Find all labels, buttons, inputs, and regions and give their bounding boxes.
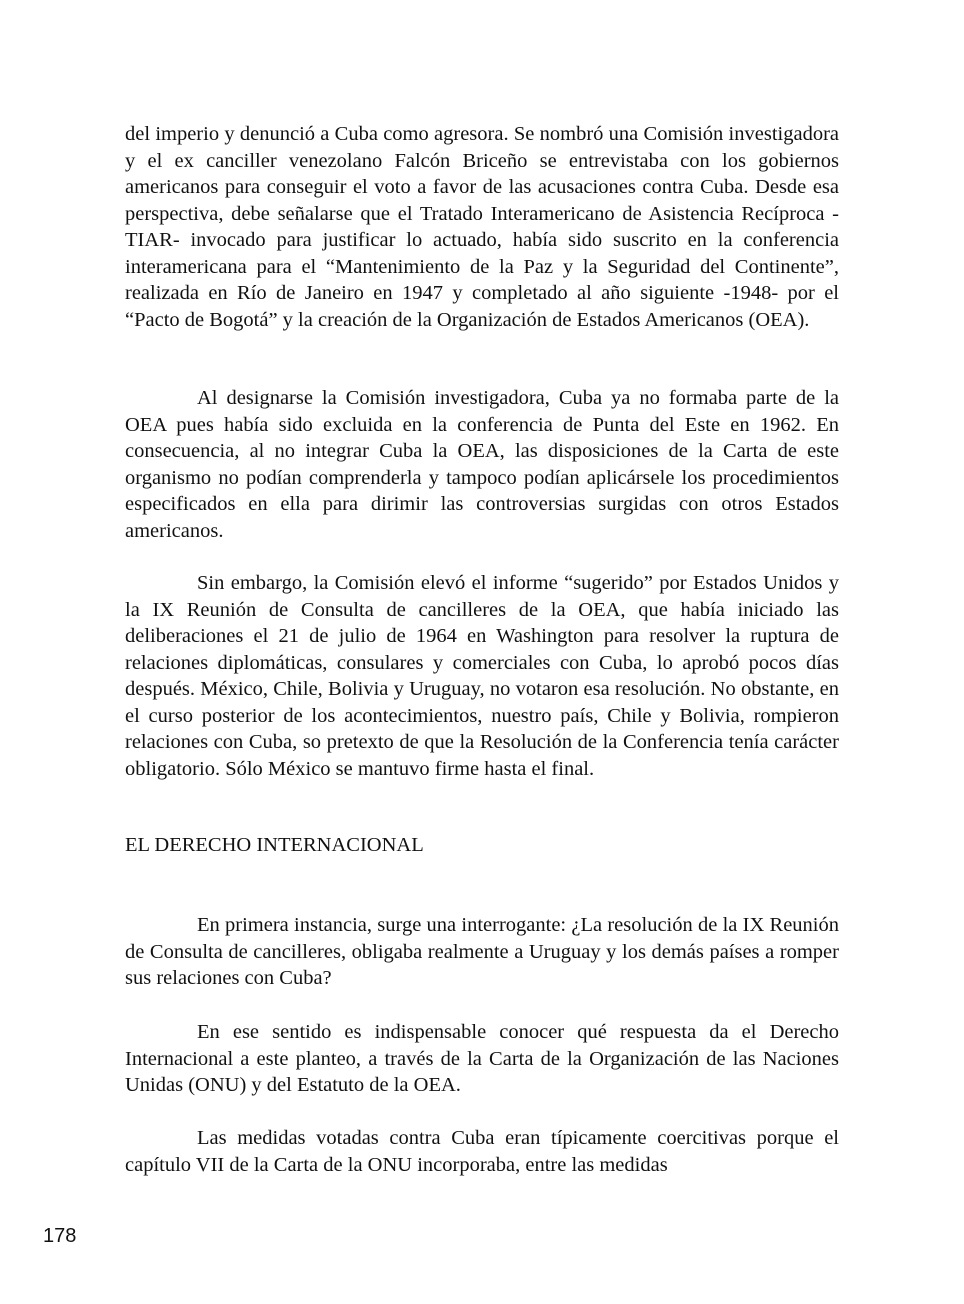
section-heading: EL DERECHO INTERNACIONAL [125, 834, 424, 856]
paragraph-interrogante: En primera instancia, surge una interrogante: ¿La resolución de la IX Reunión de Consulta de cancilleres, obligaba realmente a Uruguay y los demás países a romper sus relaciones con Cuba? [125, 914, 839, 989]
paragraph-continuation: del imperio y denunció a Cuba como agresora. Se nombró una Comisión investigadora y el ex canciller venezolano Falcón Briceño se entrevistaba con los gobiernos americanos para conseguir el voto a favor de las acusaciones contra Cuba. Desde esa perspectiva, debe señalarse que el Tratado Interamericano de Asistencia Recíproca -TIAR- invocado para justificar lo actuado, había sido suscrito en la conferencia interamericana para el “Mantenimiento de la Paz y la Seguridad del Continente”, realizada en Río de Janeiro en 1947 y completado al año siguiente -1948- por el “Pacto de Bogotá” y la creación de la Organización de Estados Americanos (OEA). [125, 123, 839, 331]
paragraph-comision: Al designarse la Comisión investigadora, Cuba ya no formaba parte de la OEA pues había sido excluida en la conferencia de Punta del Este en 1962. En consecuencia, al no integrar Cuba la OEA, las disposiciones de la Carta de este organismo no podían comprenderla y tampoco podían aplicársele los procedimientos especificados en ella para dirimir las controversias surgidas con otros Estados americanos. [125, 387, 839, 542]
paragraph-sin-embargo: Sin embargo, la Comisión elevó el informe “sugerido” por Estados Unidos y la IX Reunión de Consulta de cancilleres de la OEA, que había iniciado las deliberaciones el 21 de julio de 1964 en Washington para resolver la ruptura de relaciones diplomáticas, consulares y comerciales con Cuba, lo aprobó pocos días después. México, Chile, Bolivia y Uruguay, no votaron esa resolución. No obstante, en el curso posterior de los acontecimientos, nuestro país, Chile y Bolivia, rompieron relaciones con Cuba, so pretexto de que la Resolución de la Conferencia tenía carácter obligatorio. Sólo México se mantuvo firme hasta el final. [125, 572, 839, 780]
paragraph-medidas: Las medidas votadas contra Cuba eran típicamente coercitivas porque el capítulo VII de la Carta de la ONU incorporaba, entre las medidas [125, 1127, 839, 1176]
page-number: 178 [43, 1225, 77, 1247]
paragraph-derecho-internacional: En ese sentido es indispensable conocer qué respuesta da el Derecho Internacional a este planteo, a través de la Carta de la Organización de las Naciones Unidas (ONU) y del Estatuto de la OEA. [125, 1021, 839, 1096]
